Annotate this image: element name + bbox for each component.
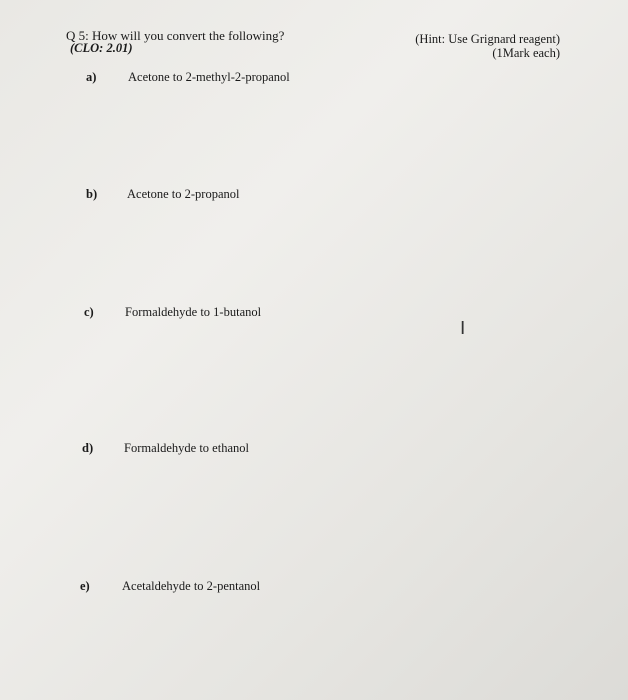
item-text: Formaldehyde to ethanol: [124, 441, 249, 455]
hint-text: (Hint: Use Grignard reagent): [415, 32, 560, 46]
marks-label: (1Mark each): [492, 46, 560, 60]
item-text: Acetone to 2-methyl-2-propanol: [128, 70, 290, 84]
item-letter: a): [86, 70, 97, 84]
item-letter: b): [86, 187, 98, 201]
item-letter: e): [80, 579, 90, 593]
hint-block: [415, 32, 560, 60]
clo-label: (CLO: 2.01): [70, 41, 133, 55]
question-title: Q 5: How will you convert the following?: [66, 28, 285, 43]
item-text: Acetone to 2-propanol: [127, 187, 240, 201]
item-letter: d): [82, 441, 94, 455]
item-text: Acetaldehyde to 2-pentanol: [122, 579, 261, 593]
text-cursor-icon: I: [460, 318, 466, 339]
item-letter: c): [84, 305, 94, 319]
item-text: Formaldehyde to 1-butanol: [125, 305, 262, 319]
